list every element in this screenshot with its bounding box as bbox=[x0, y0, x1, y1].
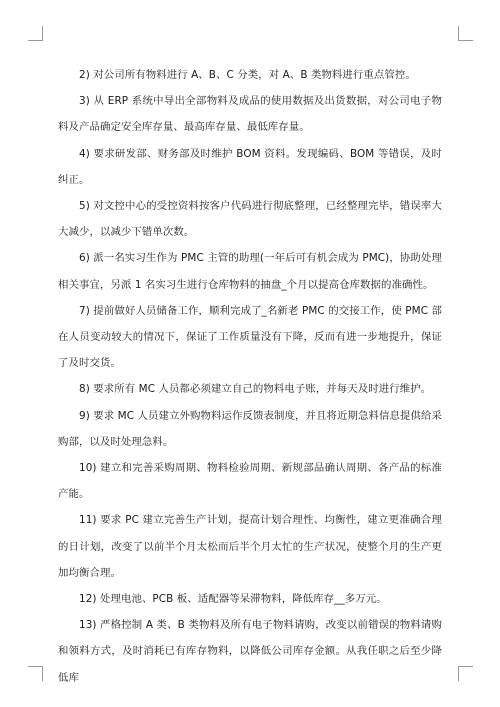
crop-mark-top-right bbox=[458, 26, 473, 41]
paragraph-3: 3) 从 ERP 系统中导出全部物料及成品的使用数据及出货数据，对公司电子物料及产品确定安全库存量、最高库存量、最低库存量。 bbox=[58, 95, 442, 134]
paragraph-2: 2) 对公司所有物料进行 A、B、C 分类，对 A、B 类物料进行重点管控。 bbox=[79, 69, 416, 81]
paragraph-12: 12) 处理电池、PCB 板、适配器等呆滞物料，降低库存__多万元。 bbox=[79, 593, 387, 606]
crop-mark-bottom-right bbox=[458, 666, 473, 681]
crop-mark-top-left bbox=[28, 26, 43, 41]
crop-mark-bottom-left bbox=[28, 666, 43, 681]
paragraph-11: 11) 要求 PC 建立完善生产计划，提高计划合理性、均衡性，建立更准确合理的日计划，改变了以前半个月太松而后半个月太忙的生产状况，使整个月的生产更加均衡合理。 bbox=[58, 514, 442, 579]
paragraph-13: 13) 严格控制 A 类、B 类物料及所有电子物料请购，改变以前错误的物料请购和领料方式，及时消耗已有库存物料，以降低公司库存金额。从我任职之后至少降低库 bbox=[58, 619, 442, 684]
paragraph-10: 10) 建立和完善采购周期、物料检验周期、新规部品确认周期、各产品的标准产能。 bbox=[58, 462, 442, 501]
paragraph-4: 4) 要求研发部、财务部及时维护 BOM 资料。发现编码、BOM 等错误，及时纠正。 bbox=[58, 147, 442, 186]
paragraph-6: 6) 派一名实习生作为 PMC 主管的助理(一年后可有机会成为 PMC)，协助处理相关事宜，另派 1 名实习生进行仓库物料的抽盘_个月以提高仓库数据的准确性。 bbox=[58, 252, 442, 291]
paragraph-7: 7) 提前做好人员储备工作，顺利完成了_名新老 PMC 的交接工作，使 PMC 部在人员变动较大的情况下，保证了工作质量没有下降，反而有进一步地提升，保证了及时交货。 bbox=[58, 304, 442, 370]
document-body bbox=[58, 62, 442, 691]
paragraph-5: 5) 对文控中心的受控资料按客户代码进行彻底整理，已经整理完毕，错误率大大减少，以减少下错单次数。 bbox=[58, 200, 442, 239]
paragraph-8: 8) 要求所有 MC 人员都必须建立自己的物料电子账，并每天及时进行维护。 bbox=[79, 383, 432, 396]
paragraph-9: 9) 要求 MC 人员建立外购物料运作反馈表制度，并且将近期急料信息提供给采购部，以及时处理急料。 bbox=[58, 409, 442, 448]
